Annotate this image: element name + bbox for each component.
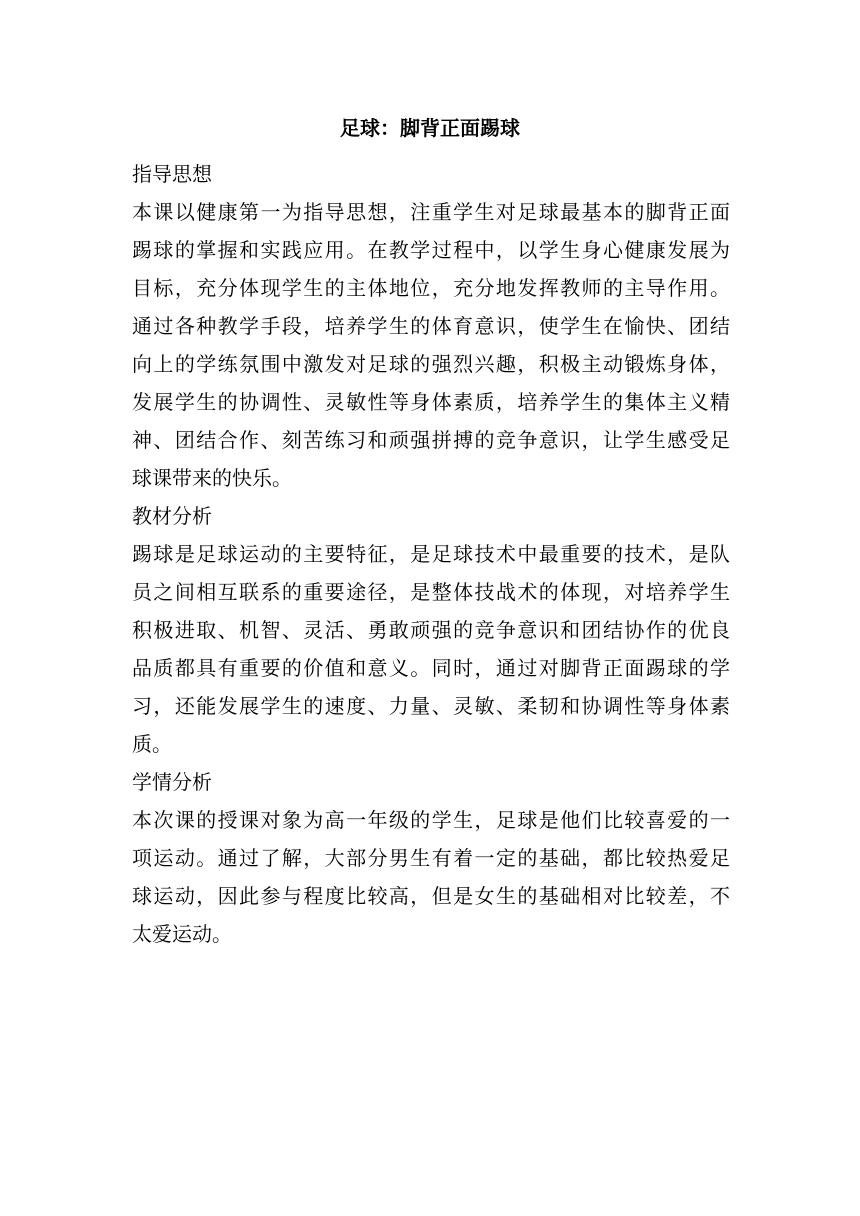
section-learner-analysis (132, 763, 730, 953)
document-title: 足球：脚背正面踢球 (340, 116, 520, 140)
text-line: 项运动。通过了解，大部分男生有着一定的基础，都比较热爱足 (132, 846, 730, 870)
section-heading: 指导思想 (132, 162, 212, 186)
section-guiding-ideology (132, 155, 730, 497)
text-line: 踢球的掌握和实践应用。在教学过程中，以学生身心健康发展为 (132, 238, 730, 262)
section-heading: 学情分析 (132, 770, 212, 794)
text-line: 发展学生的协调性、灵敏性等身体素质，培养学生的集体主义精 (132, 390, 730, 414)
text-line: 向上的学练氛围中激发对足球的强烈兴趣，积极主动锻炼身体， (132, 352, 730, 376)
text-line: 习，还能发展学生的速度、力量、灵敏、柔韧和协调性等身体素 (132, 694, 730, 718)
text-line: 通过各种教学手段，培养学生的体育意识，使学生在愉快、团结 (132, 314, 730, 338)
section-paragraph (132, 535, 730, 763)
text-line: 踢球是足球运动的主要特征，是足球技术中最重要的技术，是队 (132, 542, 730, 566)
text-line: 员之间相互联系的重要途径，是整体技战术的体现，对培养学生 (132, 580, 730, 604)
text-line: 品质都具有重要的价值和意义。同时，通过对脚背正面踢球的学 (132, 656, 730, 680)
text-line: 神、团结合作、刻苦练习和顽强拼搏的竞争意识，让学生感受足 (132, 428, 730, 452)
text-line: 本课以健康第一为指导思想，注重学生对足球最基本的脚背正面 (132, 200, 730, 224)
section-paragraph (132, 193, 730, 497)
text-line: 积极进取、机智、灵活、勇敢顽强的竞争意识和团结协作的优良 (132, 618, 730, 642)
text-line: 本次课的授课对象为高一年级的学生，足球是他们比较喜爱的一 (132, 808, 730, 832)
text-line: 球课带来的快乐。 (132, 466, 292, 490)
text-line: 球运动，因此参与程度比较高，但是女生的基础相对比较差，不 (132, 884, 730, 908)
section-material-analysis (132, 497, 730, 763)
section-paragraph (132, 801, 730, 953)
text-line: 目标，充分体现学生的主体地位，充分地发挥教师的主导作用。 (132, 276, 730, 300)
text-line: 质。 (132, 732, 172, 756)
text-line: 太爱运动。 (132, 922, 232, 946)
document-content (132, 155, 730, 953)
section-heading: 教材分析 (132, 504, 212, 528)
